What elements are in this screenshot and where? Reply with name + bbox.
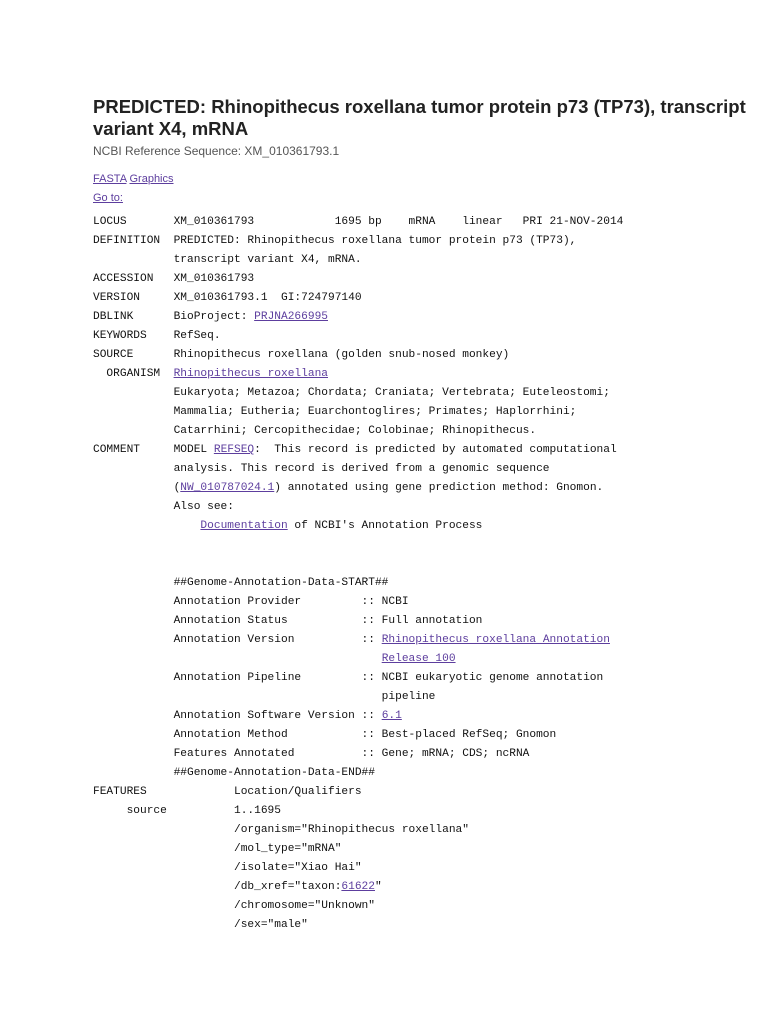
reference-sequence-label: NCBI Reference Sequence: XM_010361793.1 [93,144,340,158]
goto-link[interactable]: Go to: [93,192,123,204]
annotation-pipeline-cont: pipeline [93,691,436,703]
definition-line: DEFINITION PREDICTED: Rhinopithecus roxellana tumor protein p73 (TP73), [93,235,577,247]
annotation-release-link[interactable]: Rhinopithecus roxellana Annotation [381,634,610,646]
annotation-provider: Annotation Provider :: NCBI [93,596,409,608]
record-page [93,96,753,935]
annotation-features: Features Annotated :: Gene; mRNA; CDS; ncRNA [93,748,530,760]
genbank-record [93,213,753,935]
keywords-line: KEYWORDS RefSeq. [93,330,221,342]
page-title: PREDICTED: Rhinopithecus roxellana tumor protein p73 (TP73), transcript variant X4, mRNA [93,96,746,139]
annotation-status: Annotation Status :: Full annotation [93,615,483,627]
qualifier-db-xref-label: /db_xref="taxon: [93,881,342,893]
comment-prefix: ( [93,482,181,494]
organism-label: ORGANISM [93,368,174,380]
qualifier-quote: " [374,881,382,893]
lineage-line: Eukaryota; Metazoa; Chordata; Craniata; Vertebrata; Euteleostomi; [93,387,610,399]
qualifier-chromosome: /chromosome="Unknown" [93,900,375,912]
qualifier-sex: /sex="male" [93,919,308,931]
annotation-end: ##Genome-Annotation-Data-END## [93,767,375,779]
source-feature: source 1..1695 [93,805,281,817]
blank-line [93,558,100,570]
annotation-release-link-cont[interactable]: Release 100 [381,653,456,665]
qualifier-isolate: /isolate="Xiao Hai" [93,862,362,874]
dblink-label: DBLINK BioProject: [93,311,255,323]
goto-menu [93,191,753,205]
fasta-link[interactable]: FASTA [93,173,127,185]
comment-text: ) annotated using gene prediction method: Gnomon. [274,482,604,494]
documentation-link[interactable]: Documentation [200,520,288,532]
locus-line: LOCUS XM_010361793 1695 bp mRNA linear PRI 21-NOV-2014 [93,216,624,228]
accession-line: ACCESSION XM_010361793 [93,273,255,285]
organism-link[interactable]: Rhinopithecus roxellana [173,368,328,380]
graphics-link[interactable]: Graphics [129,173,174,185]
definition-line-cont: transcript variant X4, mRNA. [93,254,362,266]
comment-indent [93,520,200,532]
refseq-link[interactable]: REFSEQ [213,444,255,456]
annotation-indent [93,653,382,665]
comment-text: : This record is predicted by automated computational [254,444,617,456]
source-line: SOURCE Rhinopithecus roxellana (golden snub-nosed monkey) [93,349,510,361]
genomic-sequence-link[interactable]: NW_010787024.1 [180,482,275,494]
software-version-link[interactable]: 6.1 [381,710,402,722]
comment-label: COMMENT MODEL [93,444,214,456]
qualifier-organism: /organism="Rhinopithecus roxellana" [93,824,469,836]
annotation-software-label: Annotation Software Version :: [93,710,382,722]
features-header: FEATURES Location/Qualifiers [93,786,362,798]
lineage-line: Mammalia; Eutheria; Euarchontoglires; Primates; Haplorrhini; [93,406,577,418]
comment-line: Also see: [93,501,234,513]
comment-text: of NCBI's Annotation Process [287,520,483,532]
version-line: VERSION XM_010361793.1 GI:724797140 [93,292,362,304]
lineage-line: Catarrhini; Cercopithecidae; Colobinae; Rhinopithecus. [93,425,537,437]
annotation-pipeline: Annotation Pipeline :: NCBI eukaryotic genome annotation [93,672,604,684]
bioproject-link[interactable]: PRJNA266995 [254,311,328,323]
blank-line [93,539,100,551]
format-links [93,172,753,186]
comment-line: analysis. This record is derived from a genomic sequence [93,463,550,475]
annotation-method: Annotation Method :: Best-placed RefSeq; Gnomon [93,729,557,741]
taxon-link[interactable]: 61622 [341,881,375,893]
qualifier-mol-type: /mol_type="mRNA" [93,843,342,855]
annotation-version-label: Annotation Version :: [93,634,382,646]
annotation-start: ##Genome-Annotation-Data-START## [93,577,389,589]
